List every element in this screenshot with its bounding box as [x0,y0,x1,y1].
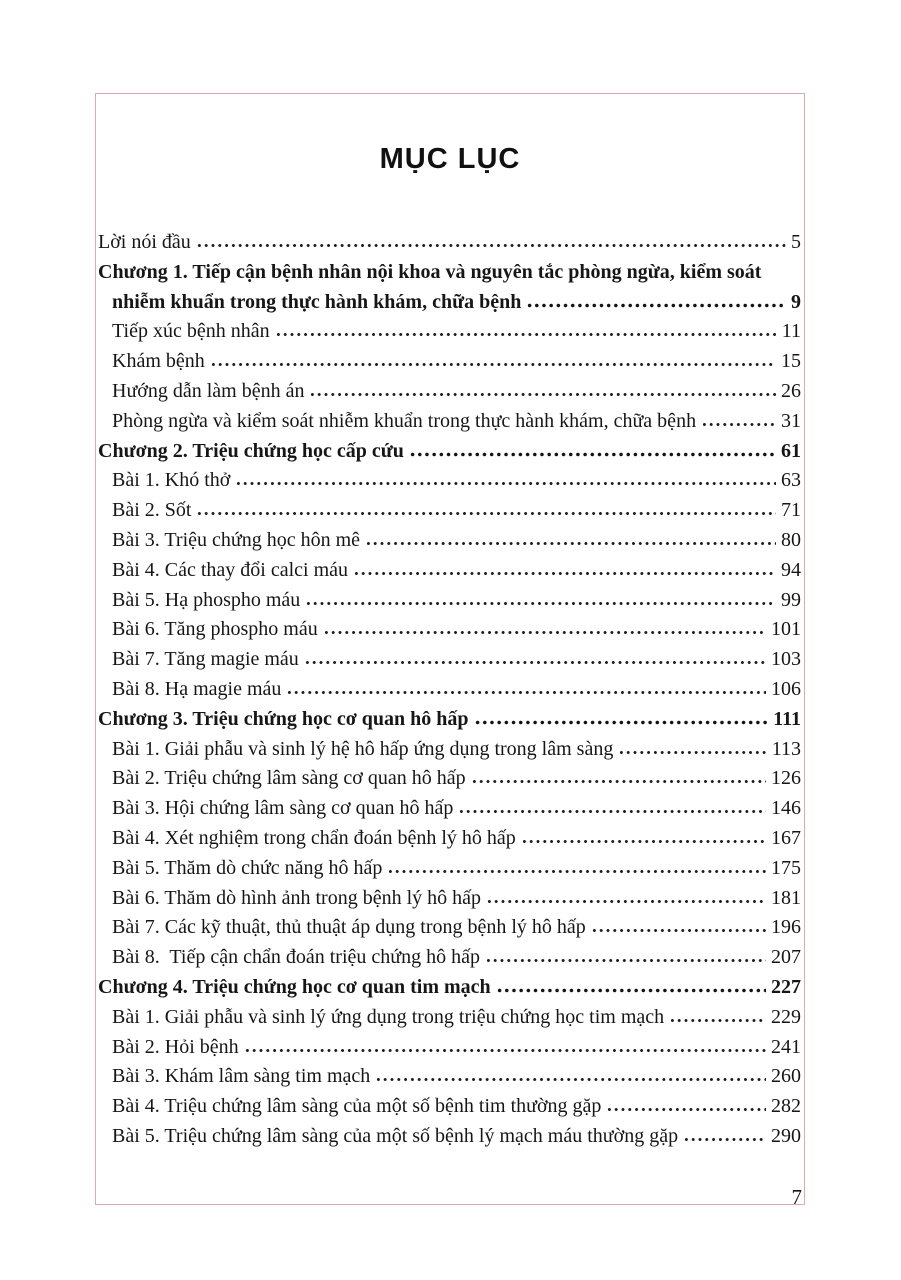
toc-entry-label: Bài 5. Thăm dò chức năng hô hấp [112,856,383,879]
toc-entry-label: Bài 7. Tăng magie máu [112,648,299,671]
toc-entry-page: 63 [781,469,801,492]
toc-entry-label: nhiễm khuẩn trong thực hành khám, chữa bệnh [112,290,522,313]
page-frame [95,93,805,1209]
dot-leader [309,392,776,397]
toc-row [98,377,801,407]
toc-row [98,824,801,854]
toc-entry-page: 61 [781,439,801,462]
toc-row [98,1122,801,1152]
toc-entry-label: Chương 2. Triệu chứng học cấp cứu [98,439,404,462]
toc-entry-label: Tiếp xúc bệnh nhân [112,320,270,343]
toc-row [98,943,801,973]
toc-entry-page: 9 [791,290,801,313]
toc-row [98,764,801,794]
dot-leader [210,362,776,367]
toc-entry-page: 113 [771,737,801,760]
page-title: MỤC LỤC [379,143,521,175]
toc-row [98,496,801,526]
toc-entry-label: Bài 1. Giải phẫu và sinh lý hệ hô hấp ứng dụng trong lâm sàng [112,737,614,760]
dot-leader [618,750,766,755]
toc-entry-page: 146 [771,797,801,820]
toc-entry-page: 71 [781,499,801,522]
toc-entry-label: Chương 3. Triệu chứng học cơ quan hô hấp [98,707,469,730]
toc-entry-label: Bài 6. Thăm dò hình ảnh trong bệnh lý hô hấp [112,886,482,909]
toc-entry-page: 106 [771,677,801,700]
toc-row [98,466,801,496]
toc-row [98,1092,801,1122]
toc-entry-page: 101 [771,618,801,641]
toc-entry-label: Bài 4. Triệu chứng lâm sàng của một số bệnh tim thường gặp [112,1095,602,1118]
dot-leader [496,988,766,993]
toc-entry-label: Bài 4. Xét nghiệm trong chẩn đoán bệnh lý hô hấp [112,826,516,849]
toc-row [98,407,801,437]
dot-leader [196,511,776,516]
dot-leader [244,1048,766,1053]
dot-leader [458,809,766,814]
toc-entry-label: Bài 2. Sốt [112,499,192,522]
dot-leader [409,452,776,457]
toc-entry-label: Bài 4. Các thay đổi calci máu [112,558,349,581]
toc-entry-label: Khám bệnh [112,350,205,373]
toc-entry-label: Bài 1. Giải phẫu và sinh lý ứng dụng trong triệu chứng học tim mạch [112,1005,665,1028]
toc-row [98,347,801,377]
dot-leader [521,839,766,844]
dot-leader [669,1018,766,1023]
toc-entry-label: Bài 3. Khám lâm sàng tim mạch [112,1065,371,1088]
toc-row [98,913,801,943]
toc-entry-label: Bài 2. Triệu chứng lâm sàng cơ quan hô hấp [112,767,466,790]
toc-entry-label: Lời nói đầu [98,231,191,253]
toc-entry-page: 167 [771,826,801,849]
toc-entry-page: 241 [771,1035,801,1058]
toc-entry-page: 181 [771,886,801,909]
dot-leader [235,481,776,486]
toc-row [98,258,801,288]
toc-entry-page: 196 [771,916,801,939]
toc-entry-label: Bài 3. Hội chứng lâm sàng cơ quan hô hấp [112,797,454,820]
toc-entry-label: Bài 6. Tăng phospho máu [112,618,318,641]
dot-leader [286,690,766,695]
toc-row [98,615,801,645]
toc-entry-page: 31 [781,409,801,432]
toc-entry-label: Bài 2. Hỏi bệnh [112,1035,239,1058]
dot-leader [471,779,766,784]
toc-entry-label: Bài 5. Triệu chứng lâm sàng của một số bệnh lý mạch máu thường gặp [112,1124,679,1147]
toc-entry-page: 111 [773,707,801,730]
toc-row [98,854,801,884]
toc-row [98,1062,801,1092]
dot-leader [474,720,769,725]
toc-entry-label: Bài 5. Hạ phospho máu [112,588,301,611]
page-number: 7 [791,1185,802,1209]
toc-entry-page: 5 [791,231,801,253]
dot-leader [375,1077,766,1082]
toc-entry-page: 229 [771,1005,801,1028]
toc-entry-page: 290 [771,1124,801,1147]
toc-entry-label: Bài 1. Khó thở [112,469,231,492]
dot-leader [323,630,766,635]
toc-row [98,884,801,914]
toc-entry-page: 260 [771,1065,801,1088]
toc-list [98,228,801,1152]
toc-entry-page: 175 [771,856,801,879]
toc-entry-label: Chương 4. Triệu chứng học cơ quan tim mạch [98,975,491,998]
toc-row [98,586,801,616]
toc-row [98,973,801,1003]
dot-leader [275,332,777,337]
dot-leader [485,958,766,963]
toc-row [98,437,801,467]
dot-leader [683,1137,766,1142]
toc-row [98,526,801,556]
toc-row [98,1003,801,1033]
toc-row [98,794,801,824]
toc-entry-label: Bài 3. Triệu chứng học hôn mê [112,528,361,551]
toc-entry-page: 103 [771,648,801,671]
toc-row [98,228,801,258]
dot-leader [196,243,786,248]
toc-entry-label: Hướng dẫn làm bệnh án [112,379,305,402]
dot-leader [365,541,776,546]
toc-entry-page: 80 [781,528,801,551]
dot-leader [701,422,776,427]
toc-entry-page: 94 [781,558,801,581]
toc-entry-page: 282 [771,1095,801,1118]
toc-entry-label: Chương 1. Tiếp cận bệnh nhân nội khoa và nguyên tắc phòng ngừa, kiểm soát [98,260,762,283]
toc-row [98,317,801,347]
dot-leader [606,1107,766,1112]
toc-entry-page: 26 [781,379,801,402]
toc-row [98,705,801,735]
toc-entry-page: 15 [781,350,801,373]
dot-leader [387,869,766,874]
dot-leader [486,899,766,904]
toc-row [98,675,801,705]
toc-row [98,645,801,675]
toc-entry-label: Phòng ngừa và kiểm soát nhiễm khuẩn trong thực hành khám, chữa bệnh [112,409,697,432]
dot-leader [305,601,776,606]
toc-entry-page: 207 [771,946,801,969]
toc-entry-label: Bài 8. Tiếp cận chẩn đoán triệu chứng hô hấp [112,946,480,969]
toc-entry-page: 11 [781,320,801,343]
toc-entry-label: Bài 7. Các kỹ thuật, thủ thuật áp dụng trong bệnh lý hô hấp [112,916,586,939]
toc-row [98,735,801,765]
toc-entry-page: 126 [771,767,801,790]
toc-entry-page: 99 [781,588,801,611]
toc-entry-page: 227 [771,975,801,998]
dot-leader [353,571,776,576]
dot-leader [304,660,766,665]
toc-entry-label: Bài 8. Hạ magie máu [112,677,282,700]
toc-row [98,1033,801,1063]
toc-row [98,288,801,318]
dot-leader [591,928,766,933]
dot-leader [526,303,786,308]
toc-row [98,556,801,586]
